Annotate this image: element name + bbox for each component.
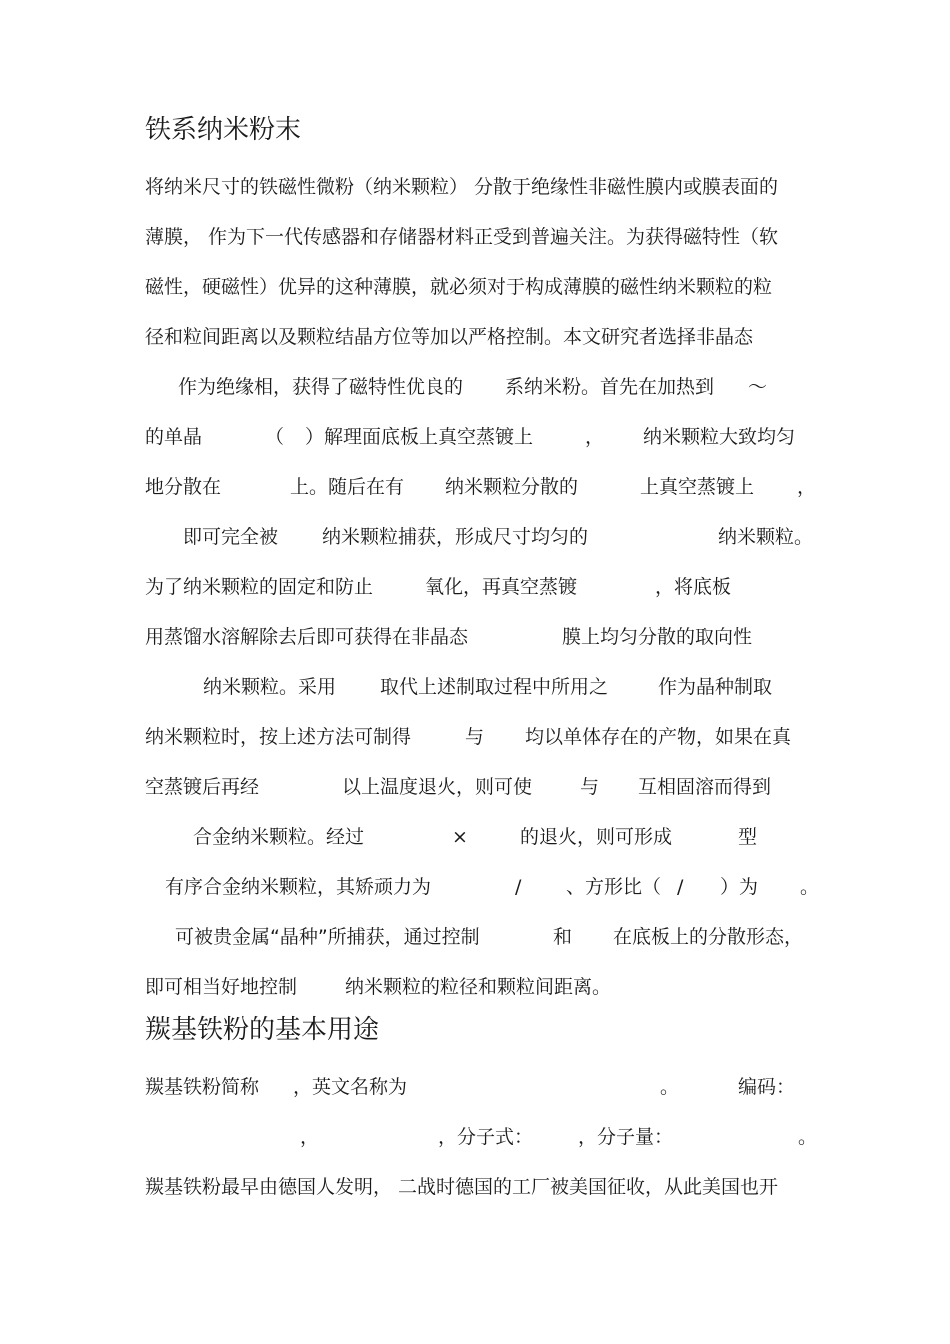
text-segment: ， — [585, 426, 605, 448]
text-segment: ，英文名称为 — [293, 1076, 408, 1098]
text-segment: 在底板上的分散形态， — [613, 926, 804, 948]
text-segment: 系纳米粉。首先在加热到 — [505, 376, 715, 398]
text-segment: 为了纳米颗粒的固定和防止 — [145, 576, 374, 598]
text-segment: 薄膜， 作为下一代传感器和存储器材料正受到普遍关注。为获得磁特性（软 — [145, 226, 779, 248]
text-segment: 作为晶种制取 — [658, 676, 773, 698]
paragraph-line — [0, 375, 950, 399]
text-segment: ）解理面底板上真空蒸镀上 — [305, 426, 534, 448]
text-segment: 空蒸镀后再经 — [145, 776, 260, 798]
text-segment: 合金纳米颗粒。经过 — [193, 826, 365, 848]
text-segment: 。 — [800, 876, 820, 898]
text-segment: 上真空蒸镀上 — [640, 476, 755, 498]
text-segment: 地分散在 — [145, 476, 222, 498]
text-segment: 的退火，则可形成 — [520, 826, 673, 848]
paragraph-line — [0, 575, 950, 599]
text-segment: 径和粒间距离以及颗粒结晶方位等加以严格控制。本文研究者选择非晶态 — [145, 326, 754, 348]
paragraph-line — [0, 1125, 950, 1149]
section-title-iron-nanopowder: 铁系纳米粉末 — [145, 115, 302, 145]
text-segment: × — [452, 826, 468, 848]
text-segment: 与 — [465, 726, 485, 748]
paragraph-line — [0, 1175, 950, 1199]
text-segment: 膜上均匀分散的取向性 — [562, 626, 753, 648]
paragraph-line — [0, 1075, 950, 1099]
text-segment: 羰基铁粉最早由德国人发明， 二战时德国的工厂被美国征收，从此美国也开 — [145, 1176, 779, 1198]
paragraph-line — [0, 275, 950, 299]
text-segment: 氧化，再真空蒸镀 — [425, 576, 578, 598]
text-segment: 将纳米尺寸的铁磁性微粉（纳米颗粒） 分散于绝缘性非磁性膜内或膜表面的 — [145, 176, 779, 198]
paragraph-line — [0, 925, 950, 949]
paragraph-line — [0, 775, 950, 799]
text-segment: 和 — [553, 926, 573, 948]
text-segment: 可被贵金属“晶种”所捕获，通过控制 — [175, 926, 480, 948]
text-segment: 。 — [798, 1126, 818, 1148]
text-segment: 以上温度退火，则可使 — [342, 776, 533, 798]
paragraph-line — [0, 625, 950, 649]
text-segment: 与 — [580, 776, 600, 798]
text-segment: 编码： — [738, 1076, 796, 1098]
text-segment: 即可完全被 — [183, 526, 279, 548]
text-segment: ， — [797, 476, 817, 498]
text-segment: 。 — [660, 1076, 680, 1098]
text-segment: ，分子式： — [438, 1126, 534, 1148]
text-segment: ～ — [748, 376, 768, 398]
paragraph-line — [0, 175, 950, 199]
text-segment: 磁性，硬磁性）优异的这种薄膜，就必须对于构成薄膜的磁性纳米颗粒的粒 — [145, 276, 773, 298]
text-segment: ）为 — [720, 876, 759, 898]
text-segment: 均以单体存在的产物，如果在真 — [525, 726, 792, 748]
text-segment: 有序合金纳米颗粒，其矫顽力为 — [165, 876, 432, 898]
text-segment: 取代上述制取过程中所用之 — [380, 676, 609, 698]
text-segment: 型 — [738, 826, 758, 848]
paragraph-line — [0, 225, 950, 249]
text-segment: / — [677, 876, 684, 898]
paragraph-line — [0, 725, 950, 749]
text-segment: 纳米颗粒。 — [718, 526, 814, 548]
text-segment: 上。随后在有 — [290, 476, 405, 498]
text-segment: 纳米颗粒捕获，形成尺寸均匀的 — [322, 526, 589, 548]
section-title-carbonyl-iron: 羰基铁粉的基本用途 — [145, 1015, 380, 1045]
paragraph-line — [0, 425, 950, 449]
paragraph-line — [0, 525, 950, 549]
text-segment: 纳米颗粒时，按上述方法可制得 — [145, 726, 412, 748]
paragraph-line — [0, 675, 950, 699]
text-segment: ， — [300, 1126, 320, 1148]
text-segment: 、方形比（ — [566, 876, 662, 898]
text-segment: 即可相当好地控制 — [145, 976, 298, 998]
text-segment: 纳米颗粒的粒径和颗粒间距离。 — [345, 976, 612, 998]
paragraph-line — [0, 825, 950, 849]
text-segment: （ — [265, 426, 285, 448]
text-segment: 作为绝缘相，获得了磁特性优良的 — [178, 376, 464, 398]
text-segment: 用蒸馏水溶解除去后即可获得在非晶态 — [145, 626, 469, 648]
text-segment: 羰基铁粉简称 — [145, 1076, 260, 1098]
text-segment: 互相固溶而得到 — [638, 776, 772, 798]
text-segment: 纳米颗粒大致均匀 — [643, 426, 796, 448]
paragraph-line — [0, 875, 950, 899]
paragraph-line — [0, 325, 950, 349]
text-segment: ，将底板 — [655, 576, 732, 598]
text-segment: 纳米颗粒分散的 — [445, 476, 579, 498]
text-segment: 纳米颗粒。采用 — [203, 676, 337, 698]
text-segment: ，分子量： — [578, 1126, 674, 1148]
text-segment: 的单晶 — [145, 426, 203, 448]
paragraph-line — [0, 975, 950, 999]
paragraph-line — [0, 475, 950, 499]
text-segment: / — [515, 876, 522, 898]
